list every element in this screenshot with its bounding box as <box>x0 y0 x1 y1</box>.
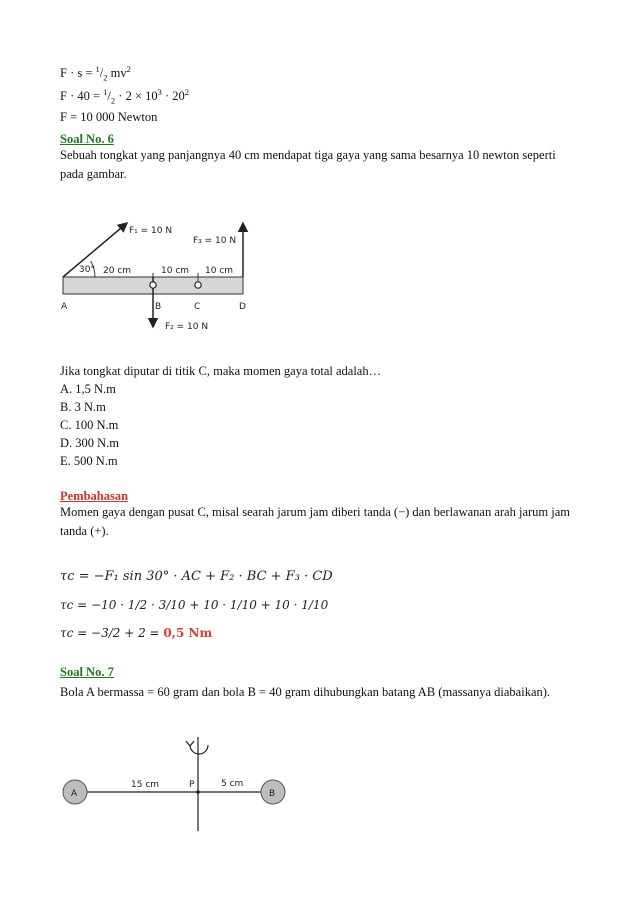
pembahasan-title: Pembahasan <box>60 489 129 503</box>
equation-torque-3: τc = −3/2 + 2 = 0,5 Nm <box>60 626 213 640</box>
soal-6-question: Jika tongkat diputar di titik C, maka momen gaya total adalah… <box>60 364 382 378</box>
label-point-a: A <box>61 302 68 312</box>
balls-figure <box>55 735 295 835</box>
equation-line-2: $F \cdot 40 = ^1/_2 \cdot 2 \times 10^3 \cdot 20^2$ <box>60 86 190 106</box>
equation-line-1: $F \cdot s = ^1/_2$ $mv^2$ <box>60 63 131 83</box>
label-dist-1: 20 cm <box>103 266 132 276</box>
equation-torque-2: τc = −10 · 1/2 · 3/10 + 10 · 1/10 + 10 · 1/10 <box>60 598 329 612</box>
label-ball-b: B <box>269 789 276 799</box>
label-dist-15: 15 cm <box>131 780 160 790</box>
soal-7-text: Bola A bermassa = 60 gram dan bola B = 40 gram dihubungkan batang AB (massanya diabaikan). <box>60 685 551 699</box>
soal-6-title: Soal No. 6 <box>60 132 114 146</box>
label-dist-2: 10 cm <box>161 266 190 276</box>
rotation-arrow-icon <box>190 745 208 754</box>
option-b: B. 3 N.m <box>60 400 106 414</box>
label-point-b: B <box>155 302 162 312</box>
label-point-d: D <box>239 302 246 312</box>
lever-figure <box>55 215 255 340</box>
pembahasan-text: Momen gaya dengan pusat C, misal searah jarum jam diberi tanda (−) dan berlawanan arah jarum jam tanda (+). <box>60 505 570 538</box>
label-dist-5: 5 cm <box>221 779 244 789</box>
pivot-point <box>196 790 200 794</box>
label-pivot: P <box>189 780 195 790</box>
answer-value: 0,5 Nm <box>163 626 213 640</box>
label-dist-3: 10 cm <box>205 266 234 276</box>
soal-6-text: Sebuah tongkat yang panjangnya 40 cm mendapat tiga gaya yang sama besarnya 10 newton seperti pada gambar. <box>60 148 556 181</box>
label-ball-a: A <box>71 789 78 799</box>
equation-line-3: F = 10 000 Newton <box>60 110 158 124</box>
label-f3: F₃ = 10 N <box>193 236 237 246</box>
label-angle: 30° <box>79 265 95 275</box>
soal-7-title: Soal No. 7 <box>60 665 114 679</box>
equation-torque-1: τc = −F₁ sin 30° · AC + F₂ · BC + F₃ · CD <box>60 569 333 584</box>
point-b-marker <box>150 282 156 288</box>
option-a: A. 1,5 N.m <box>60 382 116 396</box>
option-c: C. 100 N.m <box>60 418 119 432</box>
label-f2: F₂ = 10 N <box>165 322 209 332</box>
point-c-marker <box>195 282 201 288</box>
option-e: E. 500 N.m <box>60 454 118 468</box>
label-point-c: C <box>194 302 201 312</box>
solution-equations <box>58 565 378 647</box>
label-f1: F₁ = 10 N <box>129 226 173 236</box>
option-d: D. 300 N.m <box>60 436 120 450</box>
